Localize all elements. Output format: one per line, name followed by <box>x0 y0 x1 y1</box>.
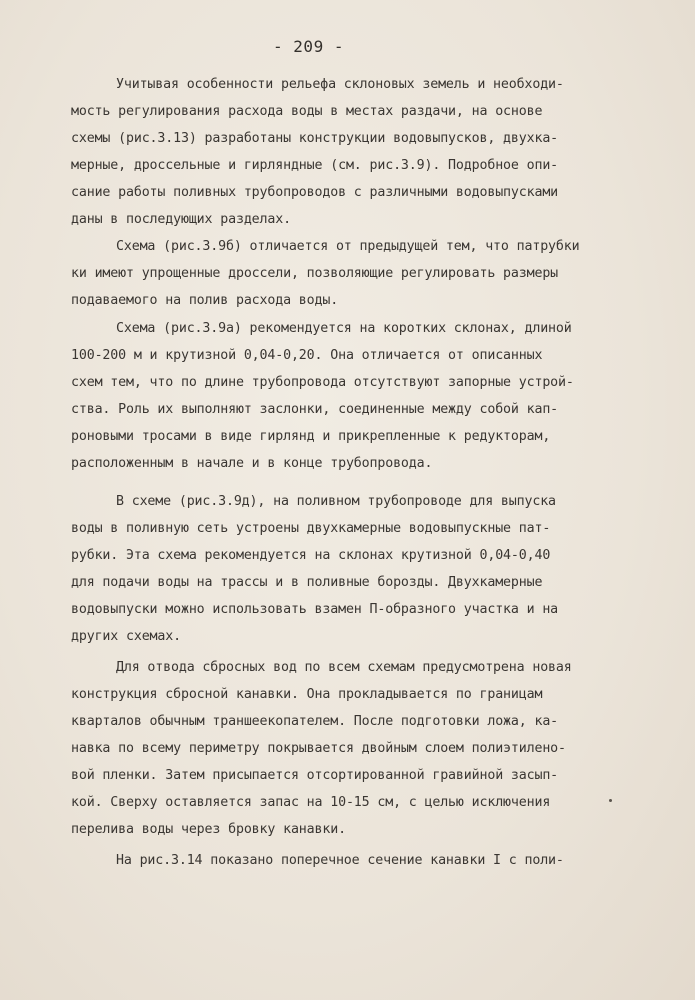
text-line: мость регулирования расхода воды в местах раздачи, на основе <box>71 104 543 119</box>
text-line: схемы (рис.3.13) разработаны конструкции водовыпусков, двухка- <box>71 131 559 146</box>
text-line: Схема (рис.3.9а) рекомендуется на коротких склонах, длиной <box>116 321 572 336</box>
text-line: водовыпуски можно использовать взамен П-образного участка и на <box>71 602 559 617</box>
text-line: роновыми тросами в виде гирлянд и прикрепленные к редукторам, <box>71 429 551 444</box>
text-line: подаваемого на полив расхода воды. <box>71 293 339 308</box>
ink-speck <box>609 799 612 802</box>
text-line: навка по всему периметру покрывается двойным слоем полиэтилено- <box>71 741 566 756</box>
text-line: расположенным в начале и в конце трубопровода. <box>71 456 433 471</box>
text-line: Схема (рис.3.9б) отличается от предыдущей тем, что патрубки <box>116 239 580 254</box>
text-line: На рис.3.14 показано поперечное сечение канавки I с поли- <box>116 853 564 868</box>
text-line: сание работы поливных трубопроводов с различными водовыпусками <box>71 185 559 200</box>
page-number: - 209 - <box>273 37 344 56</box>
text-line: воды в поливную сеть устроены двухкамерные водовыпускные пат- <box>71 521 551 536</box>
text-line: других схемах. <box>71 629 181 644</box>
text-line: ки имеют упрощенные дроссели, позволяющие регулировать размеры <box>71 266 559 281</box>
text-line: вой пленки. Затем присыпается отсортированной гравийной засып- <box>71 768 559 783</box>
text-line: мерные, дроссельные и гирляндные (см. рис.3.9). Подробное опи- <box>71 158 559 173</box>
text-line: схем тем, что по длине трубопровода отсутствуют запорные устрой- <box>71 375 574 390</box>
text-line: перелива воды через бровку канавки. <box>71 822 346 837</box>
text-line: конструкция сбросной канавки. Она прокладывается по границам <box>71 687 543 702</box>
text-line: кварталов обычным траншеекопателем. После подготовки ложа, ка- <box>71 714 559 729</box>
text-line: ства. Роль их выполняют заслонки, соединенные между собой кап- <box>71 402 559 417</box>
text-line: кой. Сверху оставляется запас на 10-15 см, с целью исключения <box>71 795 551 810</box>
text-line: даны в последующих разделах. <box>71 212 291 227</box>
text-line: рубки. Эта схема рекомендуется на склонах крутизной 0,04-0,40 <box>71 548 551 563</box>
text-line: Для отвода сбросных вод по всем схемам предусмотрена новая <box>116 660 572 675</box>
text-line: Учитывая особенности рельефа склоновых земель и необходи- <box>116 77 564 92</box>
text-line: 100-200 м и крутизной 0,04-0,20. Она отличается от описанных <box>71 348 543 363</box>
text-line: В схеме (рис.3.9д), на поливном трубопроводе для выпуска <box>116 494 556 509</box>
text-line: для подачи воды на трассы и в поливные борозды. Двухкамерные <box>71 575 543 590</box>
